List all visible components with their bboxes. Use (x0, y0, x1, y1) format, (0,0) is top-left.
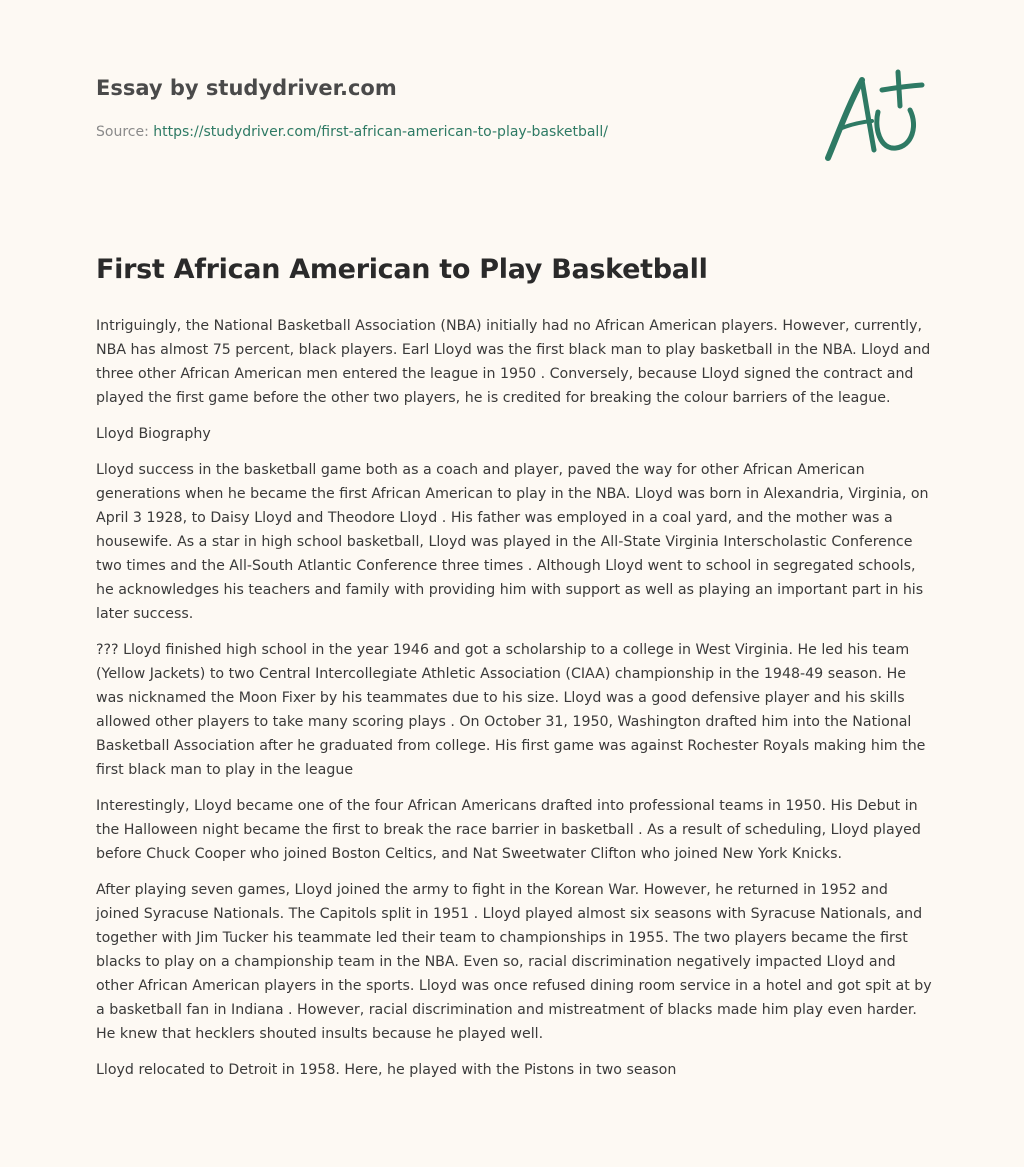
a-plus-logo-icon (818, 66, 928, 166)
paragraph-biography: Lloyd success in the basketball game both as a coach and player, paved the way for other African American generations when he became the first African American to play in the NBA. Lloyd was born in Alexandria, Virginia, on April 3 1928, to Daisy Lloyd and Theodore Lloyd . His father was employed in a coal yard, and the mother was a housewife. As a star in high school basketball, Lloyd was played in the All-State Virginia Interscholastic Conference two times and the All-South Atlantic Conference three times . Although Lloyd went to school in segregated schools, he acknowledges his teachers and family with providing him with support as well as playing an important part in his later success. (96, 462, 929, 622)
paragraph-detroit: Lloyd relocated to Detroit in 1958. Here, he played with the Pistons in two season (96, 1062, 677, 1078)
paragraph-debut: Interestingly, Lloyd became one of the four African Americans drafted into professional teams in 1950. His Debut in the Halloween night became the first to break the race barrier in basketball . As a result of scheduling, Lloyd played before Chuck Cooper who joined Boston Celtics, and Nat Sweetwater Clifton who joined New York Knicks. (96, 798, 921, 862)
site-title: Essay by studydriver.com (96, 76, 397, 100)
paragraph-career: After playing seven games, Lloyd joined the army to fight in the Korean War. However, he returned in 1952 and joined Syracuse Nationals. The Capitols split in 1951 . Lloyd played almost six seasons with Syracuse Nationals, and together with Jim Tucker his teammate led their team to championships in 1955. The two players became the first blacks to play on a championship team in the NBA. Even so, racial discrimination negatively impacted Lloyd and other African American players in the sports. Lloyd was once refused dining room service in a hotel and got spit at by a basketball fan in Indiana . However, racial discrimination and mistreatment of blacks made him play even harder. He knew that hecklers shouted insults because he played well. (96, 882, 932, 1042)
essay-body (96, 314, 932, 1094)
source-label: Source: (96, 124, 149, 140)
essay-title: First African American to Play Basketball (96, 254, 708, 285)
paragraph-college: ??? Lloyd finished high school in the year 1946 and got a scholarship to a college in West Virginia. He led his team (Yellow Jackets) to two Central Intercollegiate Athletic Association (CIAA) championship in the 1948-49 season. He was nicknamed the Moon Fixer by his teammates due to his size. Lloyd was a good defensive player and his skills allowed other players to take many scoring plays . On October 31, 1950, Washington drafted him into the National Basketball Association after he graduated from college. His first game was against Rochester Royals making him the first black man to play in the league (96, 642, 926, 778)
source-link[interactable]: https://studydriver.com/first-african-american-to-play-basketball/ (153, 124, 608, 140)
section-heading-biography: Lloyd Biography (96, 426, 211, 442)
source-line (96, 124, 608, 140)
paragraph-intro: Intriguingly, the National Basketball Association (NBA) initially had no African American players. However, currently, NBA has almost 75 percent, black players. Earl Lloyd was the first black man to play basketball in the NBA. Lloyd and three other African American men entered the league in 1950 . Conversely, because Lloyd signed the contract and played the first game before the other two players, he is credited for breaking the colour barriers of the league. (96, 318, 931, 406)
